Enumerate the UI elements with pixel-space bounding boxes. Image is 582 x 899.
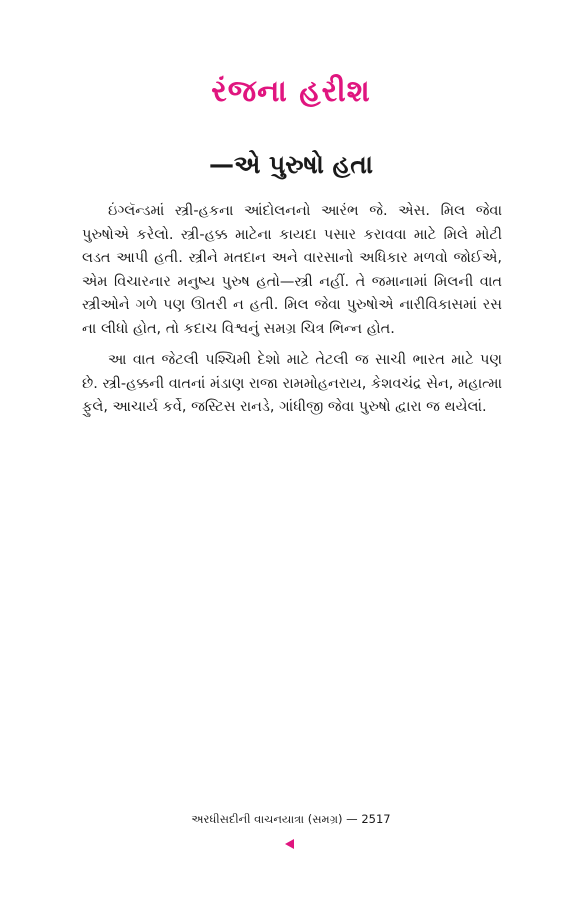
essay-title: —એ પુરુષો હતા: [208, 150, 374, 179]
author-name: રંજના હરીશ: [211, 74, 371, 109]
paragraph: ઇંગ્લૅન્ડમાં સ્ત્રી-હકના આંદોલનનો આરંભ જે. એસ. મિલ જેવા પુરુષોએ કરેલો. સ્ત્રી-હક્ક માટેના કાયદા પસાર કરાવવા માટે મિલે મોટી લડત આપી હતી. સ્ત્રીને મતદાન અને વારસાનો અધિકાર મળવો જોઈએ, એમ વિચારનાર મનુષ્ય પુરુષ હતો—સ્ત્રી નહીં. તે જમાનામાં મિલની વાત સ્ત્રીઓને ગળે પણ ઊતરી ન હતી. મિલ જેવા પુરુષોએ નારીવિકાસમાં રસ ના લીધો હોત, તો કદાચ વિશ્વનું સમગ્ર ચિત્ર ભિન્ન હોત.: [82, 203, 502, 337]
triangle-left-icon[interactable]: [285, 839, 294, 849]
paragraph: આ વાત જેટલી પશ્ચિમી દેશો માટે તેટલી જ સાચી ભારત માટે પણ છે. સ્ત્રી-હક્કની વાતનાં મંડાણ રાજા રામમોહનરાય, કેશવચંદ્ર સેન, મહાત્મા ફુલે, આચાર્ય કર્વે, જસ્ટિસ રાનડે, ગાંધીજી જેવા પુરુષો દ્વારા જ થયેલાં.: [82, 352, 502, 415]
page-footer: અરધીસદીની વાચનયાત્રા (સમગ્ર) — 2517: [191, 812, 391, 826]
essay-body: [82, 200, 502, 428]
